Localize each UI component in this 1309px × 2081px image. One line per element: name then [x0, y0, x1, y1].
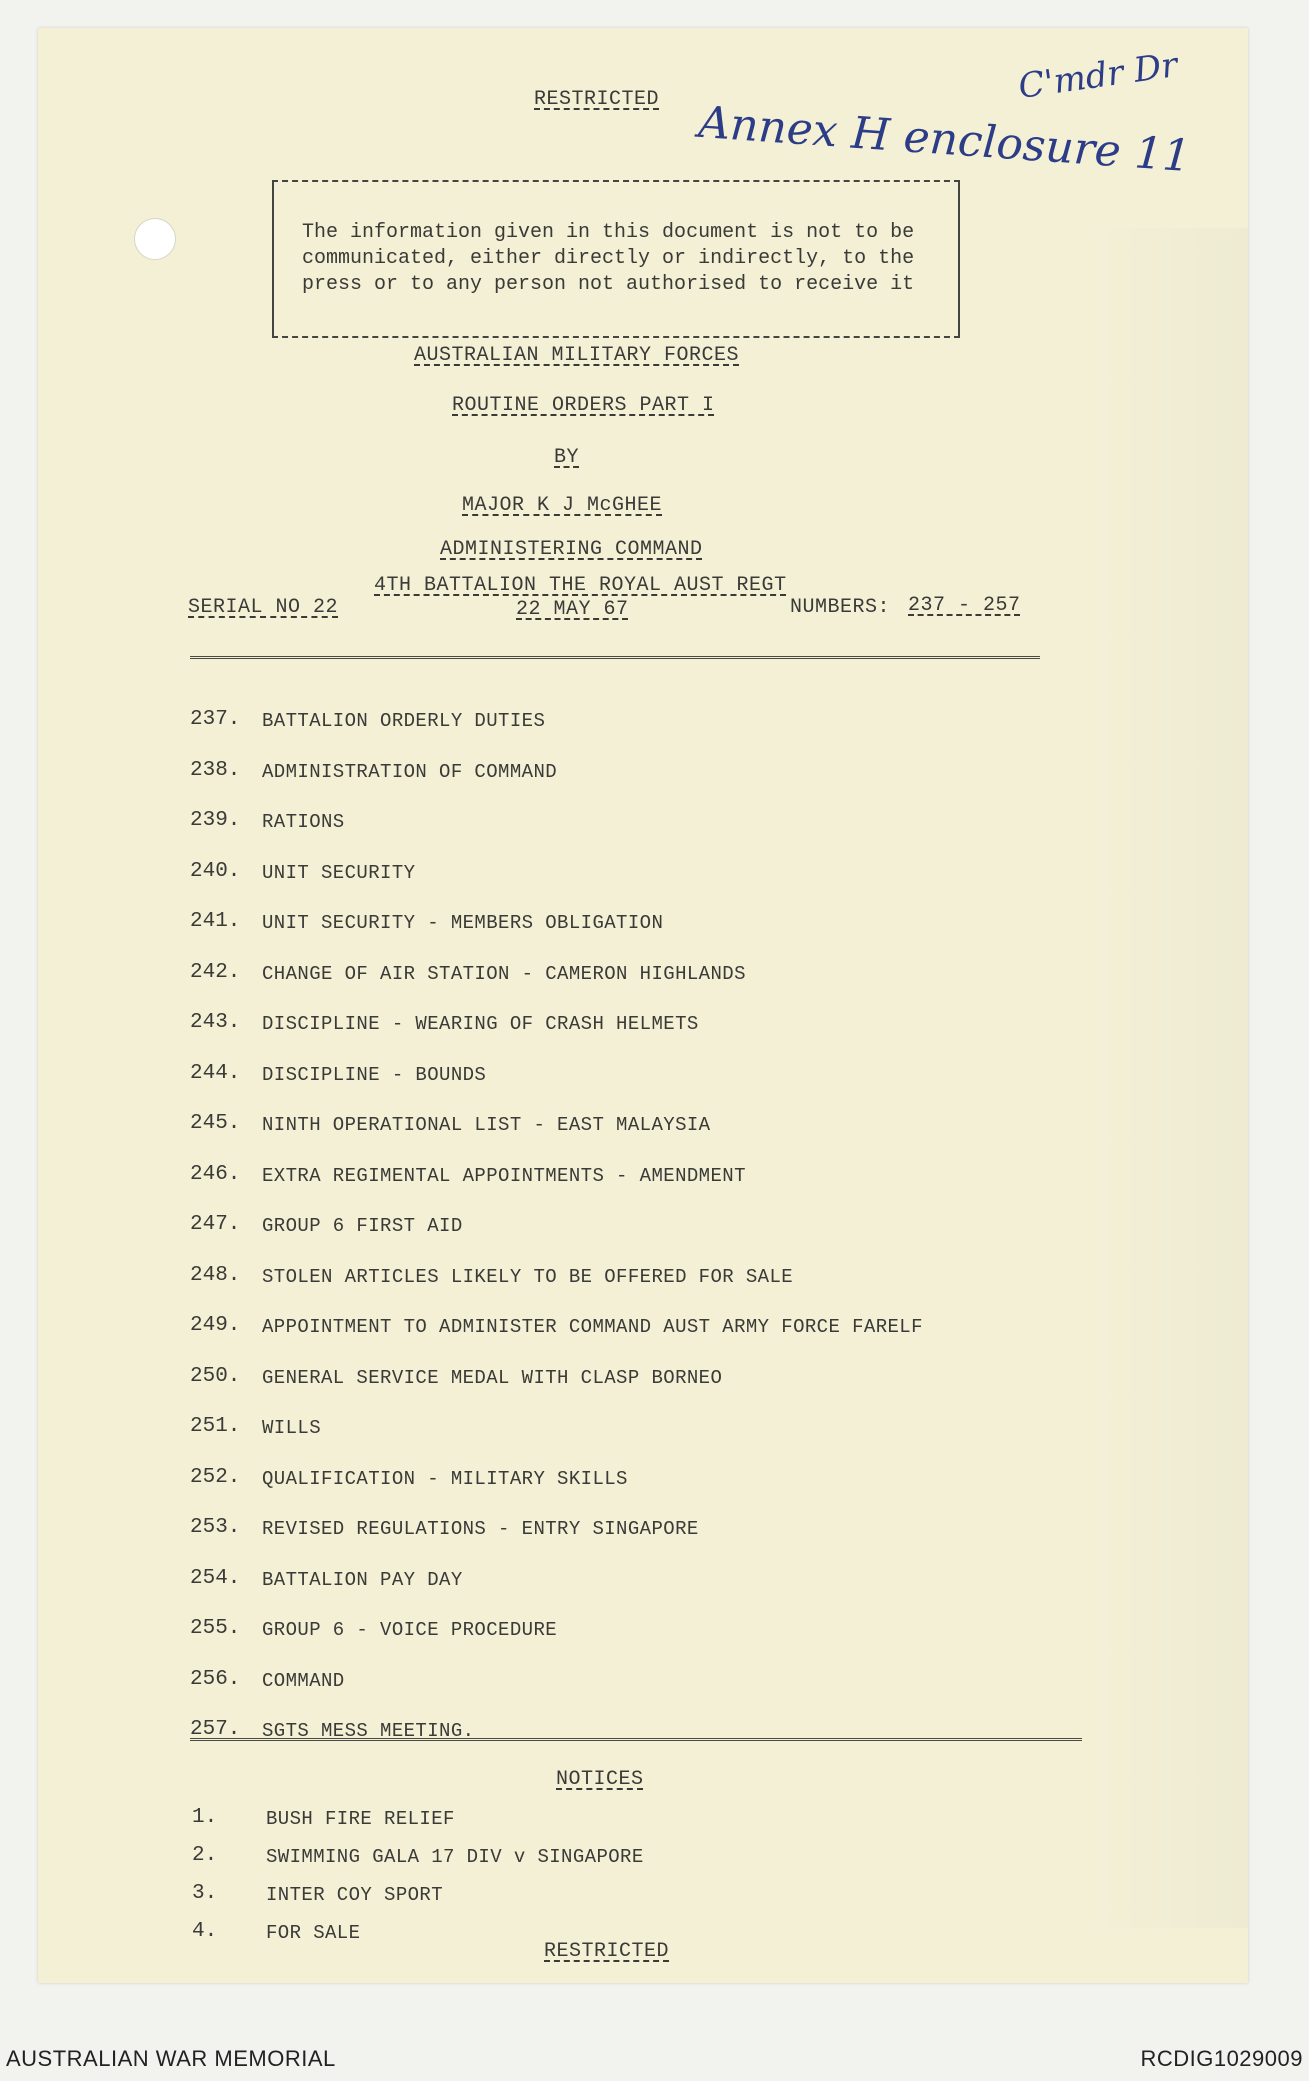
notice-item-title: FOR SALE [266, 1922, 361, 1944]
order-item-title: NINTH OPERATIONAL LIST - EAST MALAYSIA [262, 1114, 711, 1136]
notice-item-number: 2. [192, 1844, 218, 1867]
by-line: BY [554, 446, 580, 469]
notices-heading: NOTICES [556, 1768, 644, 1791]
order-item-title: QUALIFICATION - MILITARY SKILLS [262, 1468, 628, 1490]
order-item-number: 251. [190, 1415, 241, 1438]
order-date: 22 MAY 67 [516, 598, 629, 621]
notice-item-number: 1. [192, 1806, 218, 1829]
order-item-number: 246. [190, 1163, 241, 1186]
order-item-title: SGTS MESS MEETING. [262, 1720, 475, 1742]
order-item-number: 248. [190, 1264, 241, 1287]
security-notice-text: The information given in this document is not to be communicated, either directly or indirectly, to the press or to any person not authorised to receive it [302, 221, 915, 296]
order-item-title: CHANGE OF AIR STATION - CAMERON HIGHLANDS [262, 963, 746, 985]
document-page [38, 28, 1248, 1983]
bottom-divider [190, 1738, 1082, 1741]
order-item-title: STOLEN ARTICLES LIKELY TO BE OFFERED FOR SALE [262, 1266, 794, 1288]
officer-name: MAJOR K J McGHEE [462, 494, 663, 517]
order-item-title: RATIONS [262, 811, 345, 833]
order-item-number: 244. [190, 1062, 241, 1085]
order-item-number: 247. [190, 1213, 241, 1236]
top-divider [190, 656, 1040, 659]
order-item-number: 249. [190, 1314, 241, 1337]
order-item-number: 241. [190, 910, 241, 933]
notice-item-title: BUSH FIRE RELIEF [266, 1808, 455, 1830]
order-item-number: 237. [190, 708, 241, 731]
order-item-title: WILLS [262, 1417, 322, 1439]
numbers-label: NUMBERS: [790, 596, 891, 619]
order-item-title: EXTRA REGIMENTAL APPOINTMENTS - AMENDMENT [262, 1165, 746, 1187]
officer-role: ADMINISTERING COMMAND [440, 538, 703, 561]
orders-title: ROUTINE ORDERS PART I [452, 394, 715, 417]
order-item-title: UNIT SECURITY [262, 862, 416, 884]
order-item-number: 252. [190, 1466, 241, 1489]
order-item-title: REVISED REGULATIONS - ENTRY SINGAPORE [262, 1518, 699, 1540]
order-item-title: DISCIPLINE - BOUNDS [262, 1064, 487, 1086]
order-item-title: GENERAL SERVICE MEDAL WITH CLASP BORNEO [262, 1367, 723, 1389]
order-item-number: 240. [190, 860, 241, 883]
order-item-title: UNIT SECURITY - MEMBERS OBLIGATION [262, 912, 664, 934]
serial-number: SERIAL NO 22 [188, 596, 339, 619]
footer-record-id: RCDIG1029009 [1140, 2046, 1303, 2071]
classification-top: RESTRICTED [534, 88, 660, 111]
order-item-number: 253. [190, 1516, 241, 1539]
order-item-number: 257. [190, 1718, 241, 1741]
notice-item-title: INTER COY SPORT [266, 1884, 444, 1906]
notice-item-number: 3. [192, 1882, 218, 1905]
order-item-number: 238. [190, 759, 241, 782]
order-item-title: DISCIPLINE - WEARING OF CRASH HELMETS [262, 1013, 699, 1035]
order-item-title: COMMAND [262, 1670, 345, 1692]
order-item-number: 254. [190, 1567, 241, 1590]
handwritten-annotation: Annex H enclosure 11 [696, 96, 1193, 183]
order-item-number: 256. [190, 1668, 241, 1691]
order-item-number: 255. [190, 1617, 241, 1640]
order-item-number: 239. [190, 809, 241, 832]
footer-source: AUSTRALIAN WAR MEMORIAL [6, 2046, 336, 2071]
notice-item-number: 4. [192, 1920, 218, 1943]
order-item-number: 242. [190, 961, 241, 984]
bleed-through-shadow [1088, 228, 1248, 1928]
force-title: AUSTRALIAN MILITARY FORCES [414, 344, 740, 367]
order-item-title: BATTALION PAY DAY [262, 1569, 463, 1591]
order-item-title: GROUP 6 FIRST AID [262, 1215, 463, 1237]
handwritten-corner-note: C'mdr Dr [1015, 45, 1180, 107]
classification-bottom: RESTRICTED [544, 1940, 670, 1963]
numbers-range: 237 - 257 [908, 594, 1021, 617]
order-item-title: BATTALION ORDERLY DUTIES [262, 710, 546, 732]
order-item-number: 245. [190, 1112, 241, 1135]
order-item-title: GROUP 6 - VOICE PROCEDURE [262, 1619, 558, 1641]
security-notice-box [272, 180, 960, 338]
unit-name: 4TH BATTALION THE ROYAL AUST REGT [374, 574, 787, 597]
order-item-title: ADMINISTRATION OF COMMAND [262, 761, 558, 783]
order-item-number: 243. [190, 1011, 241, 1034]
order-item-title: APPOINTMENT TO ADMINISTER COMMAND AUST ARMY FORCE FARELF [262, 1316, 923, 1338]
notice-item-title: SWIMMING GALA 17 DIV v SINGAPORE [266, 1846, 644, 1868]
order-item-number: 250. [190, 1365, 241, 1388]
punch-hole [134, 218, 176, 260]
